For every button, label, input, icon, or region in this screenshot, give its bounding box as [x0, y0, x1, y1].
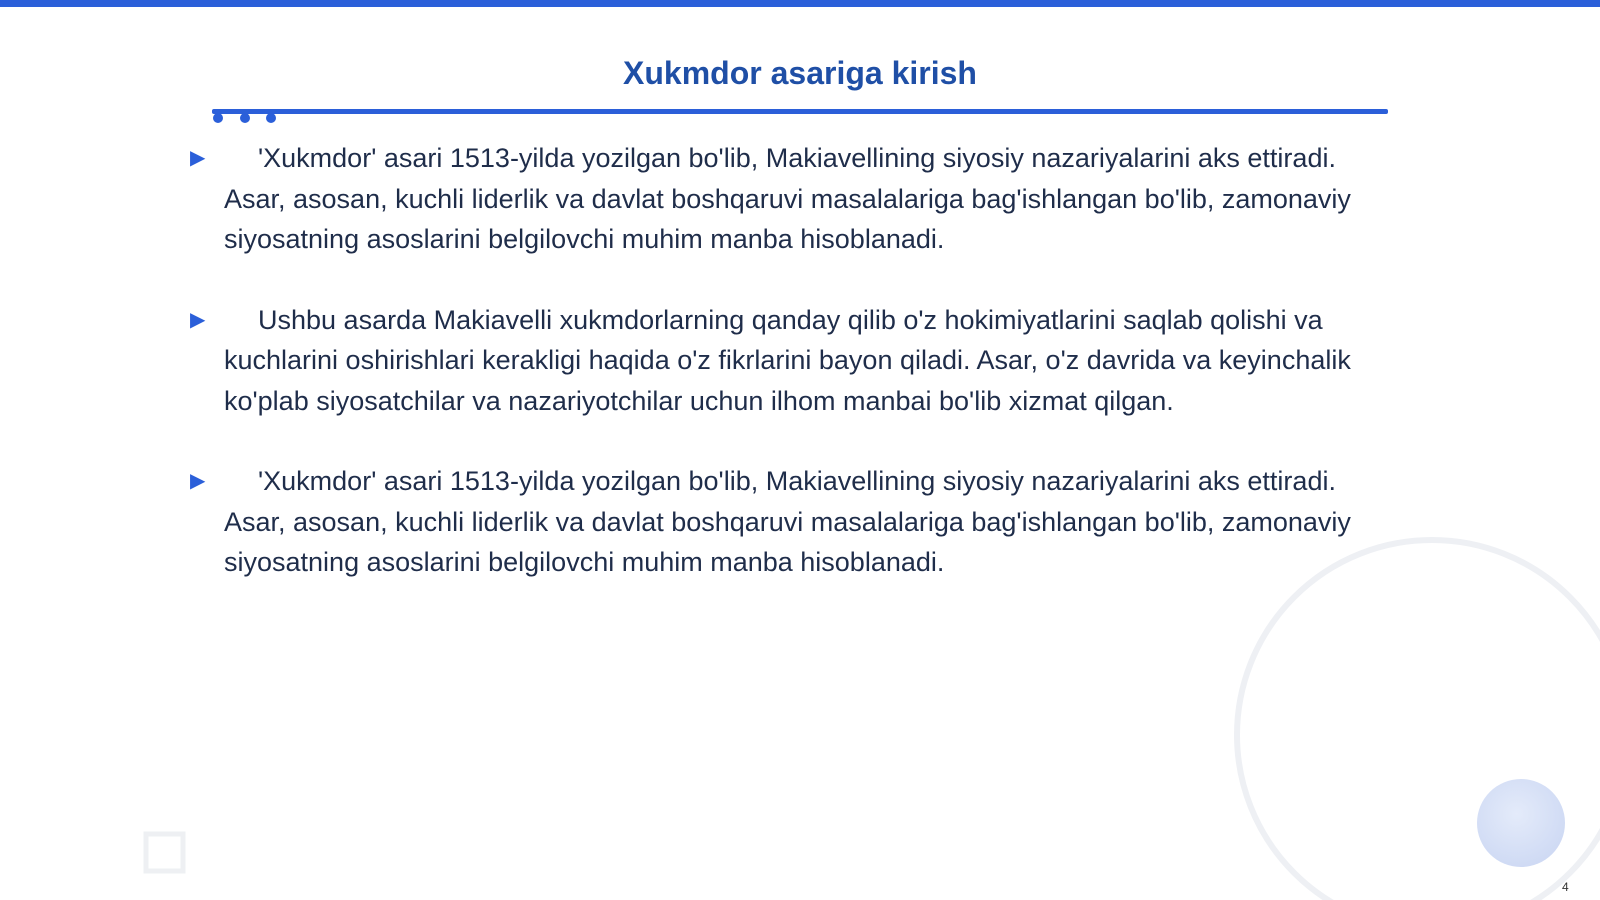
- slide-title: Xukmdor asariga kirish: [623, 55, 977, 91]
- triangle-right-icon: ▶: [190, 147, 206, 169]
- bullet-list: [190, 138, 1364, 623]
- bullet-text: Ushbu asarda Makiavelli xukmdorlarning qanday qilib o'z hokimiyatlarini saqlab qolishi va kuchlarini oshirishlari kerakligi haqida o'z fikrlarini bayon qiladi. Asar, o'z davrida va keyinchalik ko'plab siyosatchilar va nazariyotchilar uchun ilhom manbai bo'lib xizmat qilgan.: [224, 304, 1351, 416]
- decor-square-outline: [146, 834, 183, 871]
- underline-dot: [240, 113, 250, 123]
- bullet-item: [190, 300, 1364, 422]
- bullet-item: [190, 138, 1364, 260]
- bullet-text: 'Xukmdor' asari 1513-yilda yozilgan bo'lib, Makiavellining siyosiy nazariyalarini aks ettiradi. Asar, asosan, kuchli liderlik va davlat boshqaruvi masalalariga bag'ishlangan bo'lib, zamonaviy siyosatning asoslarini belgilovchi muhim manba hisoblanadi.: [224, 466, 1351, 577]
- bullet-text: 'Xukmdor' asari 1513-yilda yozilgan bo'lib, Makiavellining siyosiy nazariyalarini aks ettiradi. Asar, asosan, kuchli liderlik va davlat boshqaruvi masalalariga bag'ishlangan bo'lib, zamonaviy siyosatning asoslarini belgilovchi muhim manba hisoblanadi.: [224, 143, 1351, 254]
- page-number: 4: [1562, 880, 1569, 894]
- triangle-right-icon: ▶: [190, 470, 206, 492]
- underline-dot: [213, 113, 223, 123]
- triangle-right-icon: ▶: [190, 308, 206, 331]
- bullet-item: [190, 461, 1364, 583]
- underline-dot: [266, 113, 276, 123]
- top-accent-bar: [0, 0, 1600, 7]
- decor-blue-blob: [1477, 779, 1565, 867]
- title-underline: [212, 109, 1388, 114]
